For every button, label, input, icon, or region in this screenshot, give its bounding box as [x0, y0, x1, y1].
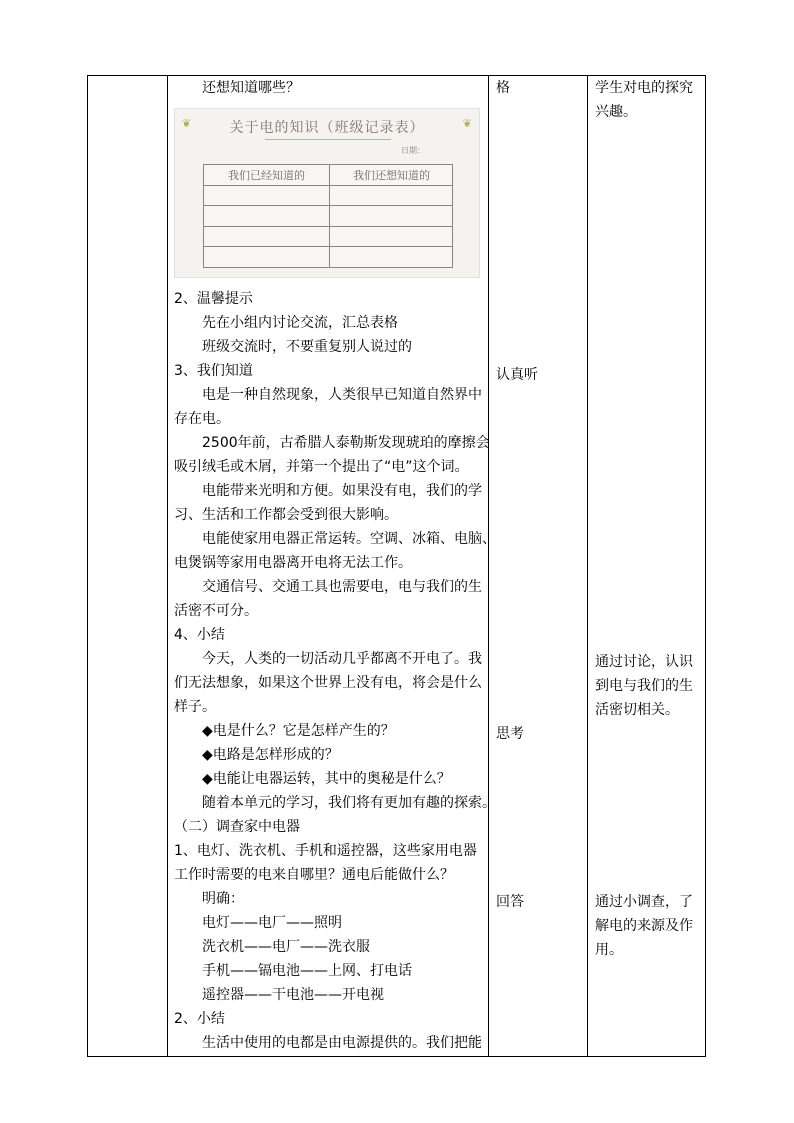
content-line: 习、生活和工作都会受到很大影响。 — [174, 507, 398, 523]
intent-discuss-2: 到电与我们的生 — [595, 678, 693, 694]
record-sheet-header-want: 我们还想知道的 — [353, 169, 430, 182]
content-line: 3、我们知道 — [174, 363, 253, 379]
content-line: ◆电能让电器运转，其中的奥秘是什么？ — [202, 771, 451, 787]
activity-think: 思考 — [496, 726, 524, 742]
record-sheet-row-line — [204, 185, 452, 186]
record-sheet-title: 关于电的知识（班级记录表） — [229, 120, 425, 136]
column-divider-3 — [587, 76, 588, 1056]
content-line: 们无法想象，如果这个世界上没有电，将会是什么 — [174, 675, 482, 691]
column-divider-1 — [167, 76, 168, 1056]
record-sheet-row-line — [204, 205, 452, 206]
content-line: 2、小结 — [174, 1011, 225, 1027]
content-line: 生活中使用的电都是由电源提供的。我们把能 — [202, 1035, 482, 1051]
content-line: 随着本单元的学习，我们将有更加有趣的探索。 — [202, 795, 496, 811]
record-sheet-header-known: 我们已经知道的 — [228, 169, 305, 182]
content-line: 存在电。 — [174, 411, 230, 427]
column-divider-2 — [488, 76, 489, 1056]
record-sheet-date: 日期： — [401, 146, 425, 155]
record-sheet-image — [174, 108, 480, 278]
activity-listen: 认真听 — [496, 367, 538, 383]
record-sheet-row-line — [204, 246, 452, 247]
content-line: 交通信号、交通工具也需要电，电与我们的生 — [202, 579, 482, 595]
leaf-decoration-icon: ❦ — [182, 117, 192, 130]
content-line: 2、温馨提示 — [174, 291, 253, 307]
content-line: 工作时需要的电来自哪里？通电后能做什么？ — [174, 867, 454, 883]
record-sheet-table — [203, 164, 453, 268]
content-line: 今天，人类的一切活动几乎都离不开电了。我 — [202, 651, 482, 667]
content-line: 样子。 — [174, 699, 216, 715]
content-line: 2500年前，古希腊人泰勒斯发现琥珀的摩擦会 — [202, 435, 490, 451]
content-line: 活密不可分。 — [174, 603, 258, 619]
leaf-decoration-icon: ❦ — [462, 117, 472, 130]
content-heading: 还想知道哪些？ — [202, 80, 300, 96]
content-line: 电是一种自然现象，人类很早已知道自然界中 — [202, 387, 482, 403]
intent-interest-1: 学生对电的探究 — [595, 80, 693, 96]
record-sheet-underline — [265, 139, 391, 140]
activity-answer: 回答 — [496, 894, 524, 910]
content-line: 1、电灯、洗衣机、手机和遥控器，这些家用电器 — [174, 843, 477, 859]
intent-survey-2: 解电的来源及作 — [595, 918, 693, 934]
content-line: 班级交流时，不要重复别人说过的 — [202, 339, 412, 355]
intent-discuss-3: 活密切相关。 — [595, 702, 679, 718]
intent-discuss-1: 通过讨论，认识 — [595, 654, 693, 670]
content-line: 4、小结 — [174, 627, 225, 643]
content-line: 洗衣机——电厂——洗衣服 — [202, 939, 370, 955]
content-line: （二）调查家中电器 — [174, 819, 300, 835]
content-line: 电能使家用电器正常运转。空调、冰箱、电脑、 — [202, 531, 496, 547]
content-line: 明确： — [202, 891, 244, 907]
activity-ge: 格 — [496, 80, 510, 96]
content-line: 手机——镉电池——上网、打电话 — [202, 963, 412, 979]
intent-survey-3: 用。 — [595, 942, 623, 958]
intent-interest-2: 兴趣。 — [595, 104, 637, 120]
record-sheet-row-line — [204, 226, 452, 227]
content-line: ◆电路是怎样形成的？ — [202, 747, 339, 763]
content-line: 电煲锅等家用电器离开电将无法工作。 — [174, 555, 412, 571]
content-line: 电灯——电厂——照明 — [202, 915, 342, 931]
content-line: 电能带来光明和方便。如果没有电，我们的学 — [202, 483, 482, 499]
content-line: 先在小组内讨论交流，汇总表格 — [202, 315, 398, 331]
content-line: ◆电是什么？它是怎样产生的？ — [202, 723, 395, 739]
content-line: 遥控器——干电池——开电视 — [202, 987, 384, 1003]
content-line: 吸引绒毛或木屑，并第一个提出了“电”这个词。 — [174, 459, 469, 475]
intent-survey-1: 通过小调查，了 — [595, 894, 693, 910]
